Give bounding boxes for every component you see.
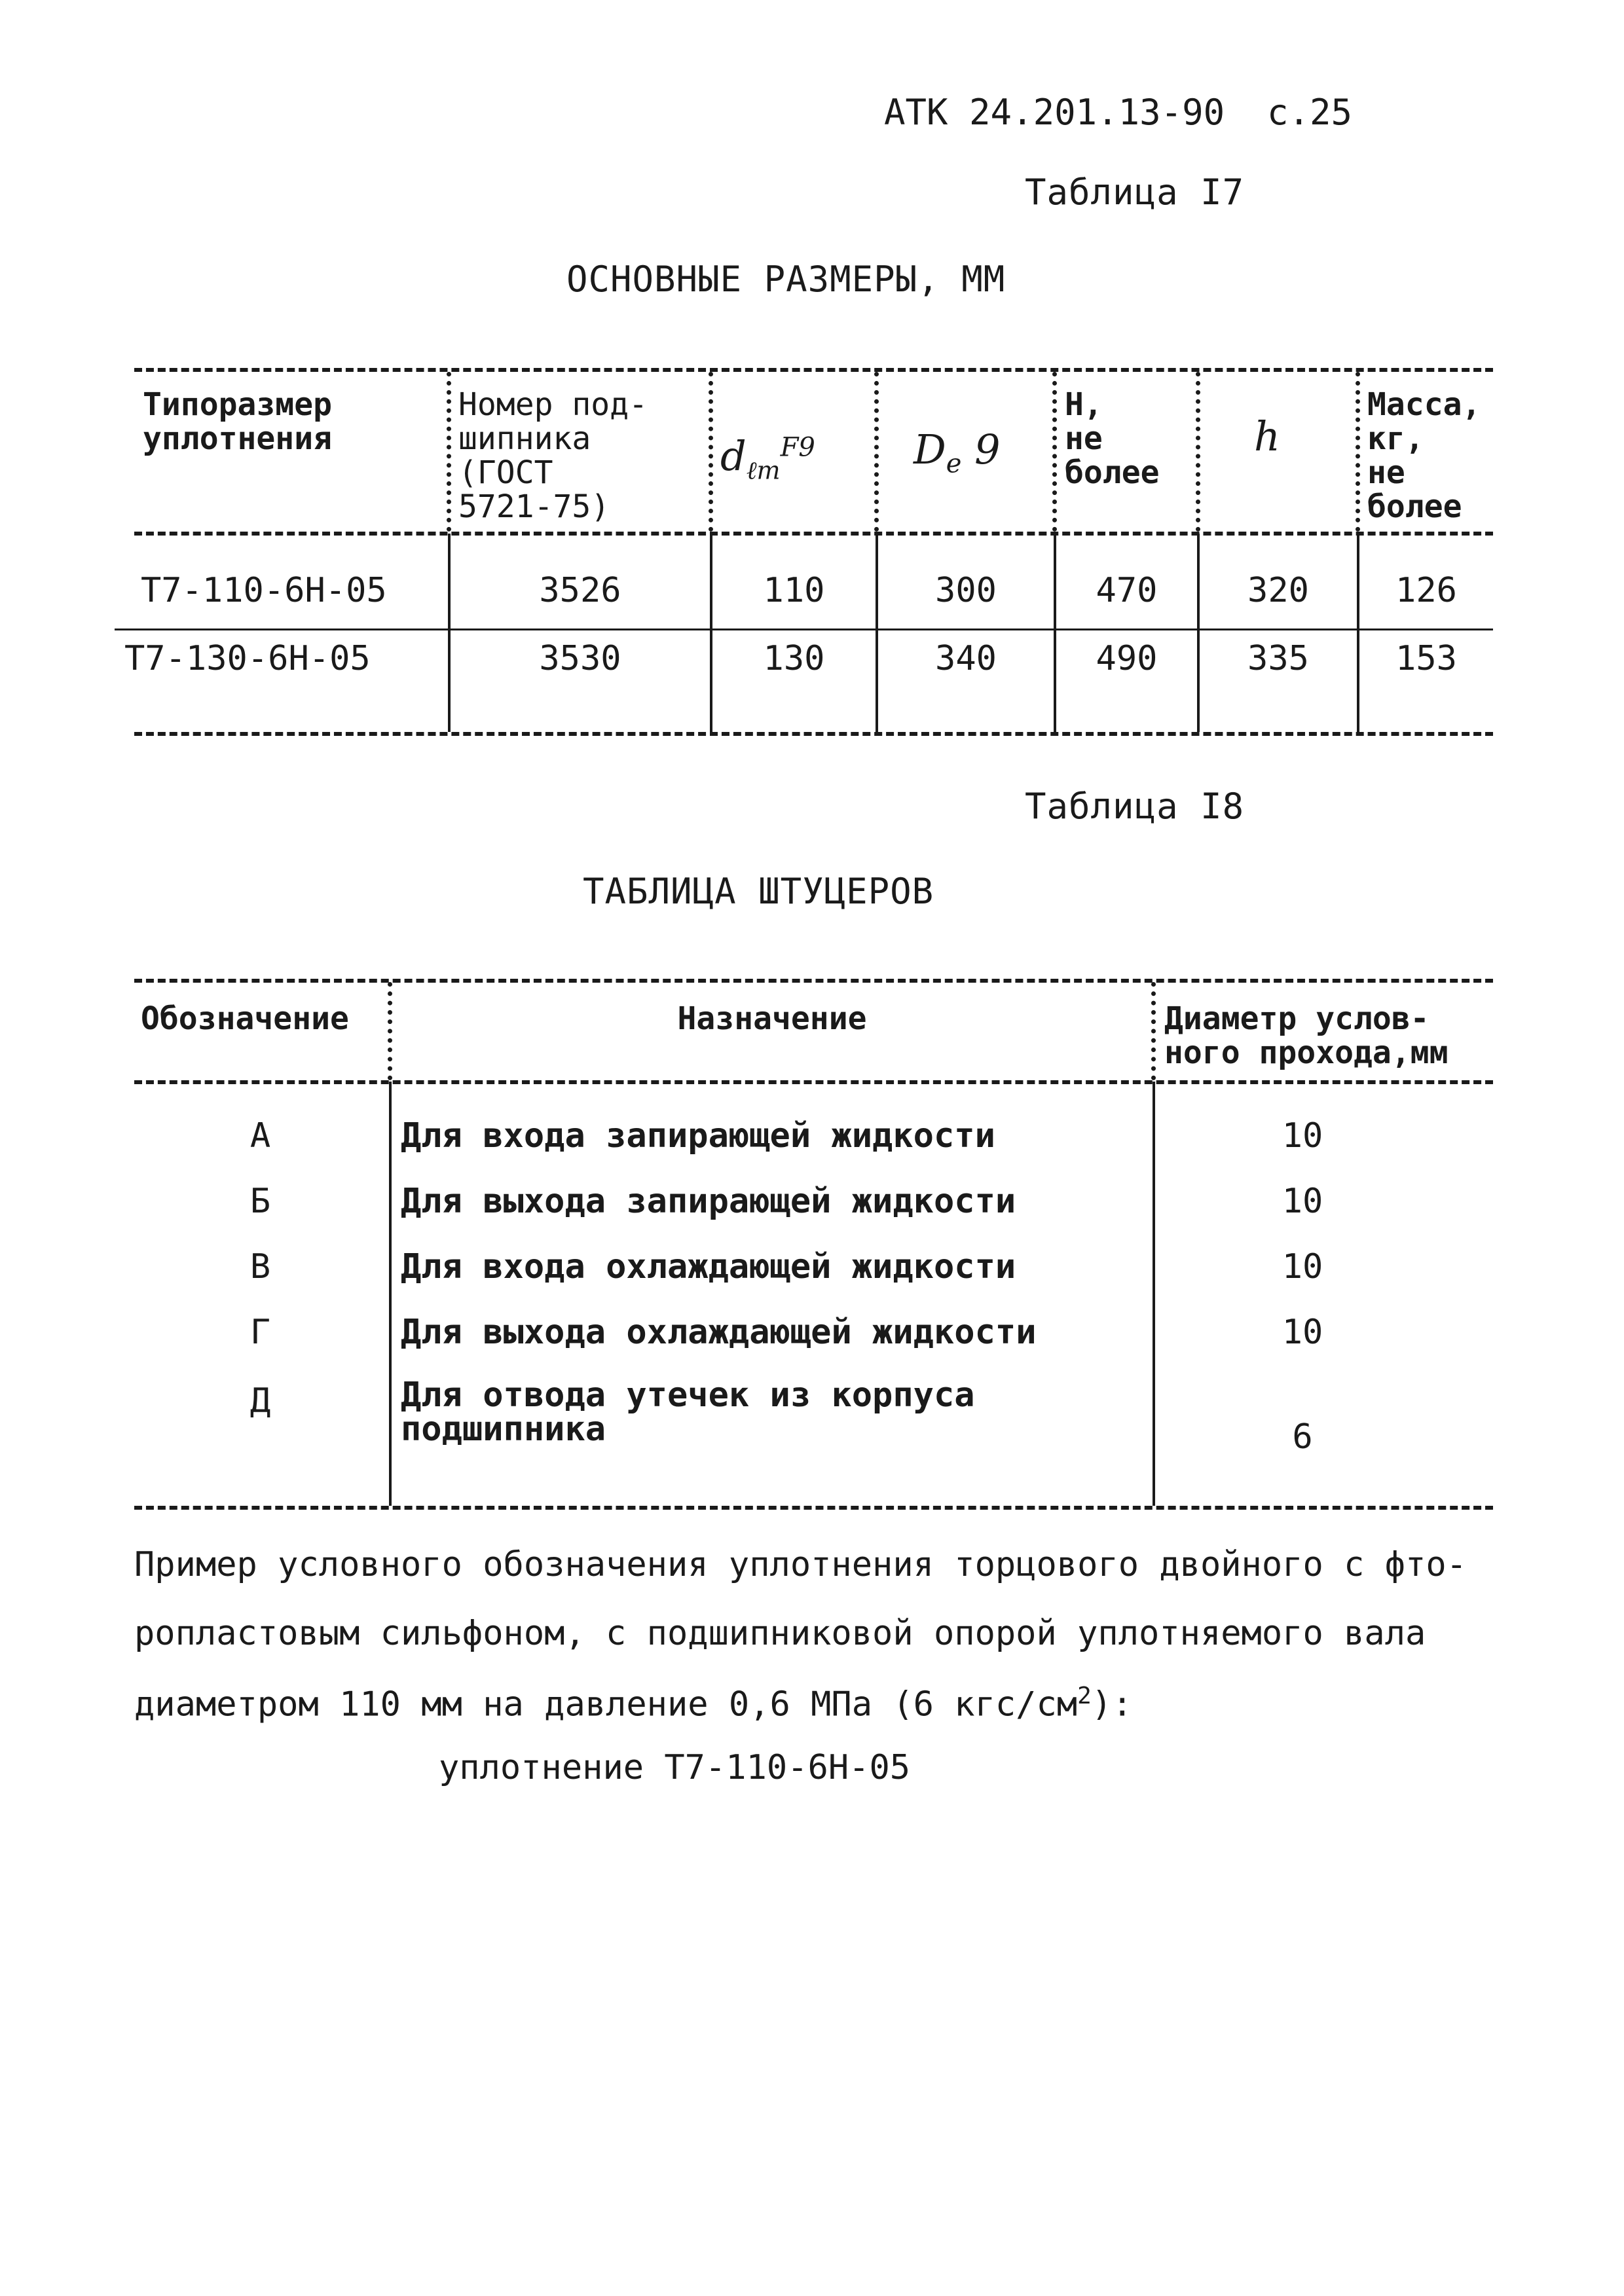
t17-bsep	[448, 534, 451, 732]
t17-bsep	[1054, 534, 1056, 732]
t17-col-d: $d_{\ell m}^{F9}$	[720, 432, 815, 485]
t17-r1-d: 110	[763, 571, 825, 610]
t17-hsep	[447, 372, 451, 532]
t17-r2-h: 335	[1247, 639, 1309, 678]
t17-r1-D: 300	[935, 571, 997, 610]
t17-r1-h: 320	[1247, 571, 1309, 610]
t17-hsep	[1052, 372, 1057, 532]
t18-r2-code: Б	[249, 1182, 271, 1221]
t18-r5-purpose: Для отвода утечек из корпуса подшипника	[401, 1376, 975, 1449]
t17-hsep	[874, 372, 879, 532]
t18-r5-diam: 6	[1292, 1417, 1313, 1457]
t17-r1-type: Т7-110-6Н-05	[141, 571, 387, 610]
t17-col-bearing: Номер под- шипника (ГОСТ 5721-75)	[458, 386, 648, 525]
document-code: АТК 24.201.13-90	[884, 92, 1225, 133]
table18-top-rule	[134, 979, 1493, 983]
page-number: с.25	[1267, 92, 1353, 133]
t18-r3-diam: 10	[1282, 1247, 1323, 1286]
t17-r2-H: 490	[1096, 639, 1158, 678]
t17-r1-mass: 126	[1395, 571, 1457, 610]
t17-hsep	[1196, 372, 1200, 532]
t17-col-mass: Масса, кг, не более	[1367, 386, 1481, 525]
example-line-1: Пример условного обозначения уплотнения торцового двойного с фто-	[134, 1545, 1467, 1584]
t17-r2-D: 340	[935, 639, 997, 678]
table18-label: Таблица I8	[1025, 786, 1245, 827]
t17-bsep	[876, 534, 878, 732]
table17-top-rule	[134, 368, 1493, 372]
t17-r2-mass: 153	[1395, 639, 1457, 678]
t17-r1-H: 470	[1096, 571, 1158, 610]
t17-bsep	[1357, 534, 1359, 732]
t18-r3-code: В	[249, 1247, 271, 1286]
t18-hsep	[388, 982, 392, 1080]
table17-bottom-rule	[134, 732, 1493, 736]
t18-r5-code: Д	[249, 1381, 271, 1421]
t18-col-purpose: Назначение	[677, 1000, 867, 1037]
t18-hsep	[1151, 982, 1156, 1080]
t18-r1-purpose: Для входа запирающей жидкости	[401, 1116, 995, 1156]
table18-header-rule	[134, 1080, 1493, 1084]
table17-label: Таблица I7	[1025, 172, 1245, 213]
t17-hsep	[1356, 372, 1360, 532]
t18-r2-purpose: Для выхода запирающей жидкости	[401, 1182, 1016, 1221]
t18-col-diameter: Диаметр услов- ного прохода,мм	[1164, 1000, 1449, 1071]
t17-r2-d: 130	[763, 639, 825, 678]
table17-header-rule	[134, 532, 1493, 536]
t18-r4-purpose: Для выхода охлаждающей жидкости	[401, 1313, 1037, 1352]
example-designation: уплотнение Т7-110-6Н-05	[439, 1748, 911, 1787]
example-line-2: ропластовым сильфоном, с подшипниковой опорой уплотняемого вала	[134, 1614, 1426, 1653]
t17-r1-bearing: 3526	[539, 571, 621, 610]
t17-bsep	[1197, 534, 1200, 732]
t18-col-designation: Обозначение	[141, 1000, 349, 1037]
t17-r2-bearing: 3530	[539, 639, 621, 678]
t18-r3-purpose: Для входа охлаждающей жидкости	[401, 1247, 1016, 1286]
t17-col-type: Типоразмер уплотнения	[143, 386, 332, 457]
table17-row-rule	[115, 629, 1493, 630]
t17-col-D: $D_e$ 9	[913, 426, 1001, 479]
table17-title: ОСНОВНЫЕ РАЗМЕРЫ, ММ	[566, 259, 1006, 300]
t18-r1-code: А	[249, 1116, 271, 1156]
t17-hsep	[709, 372, 713, 532]
example-line-3: диаметром 110 мм на давление 0,6 МПа (6 кгс/$см^2$):	[134, 1683, 1133, 1724]
table18-title: ТАБЛИЦА ШТУЦЕРОВ	[583, 871, 934, 912]
t18-bsep	[389, 1082, 392, 1506]
t18-r1-diam: 10	[1282, 1116, 1323, 1156]
t17-col-h: h	[1254, 412, 1280, 460]
t18-r2-diam: 10	[1282, 1182, 1323, 1221]
t18-r4-code: Г	[249, 1313, 271, 1352]
t17-bsep	[710, 534, 712, 732]
t17-col-H: Н, не более	[1065, 386, 1160, 491]
t18-r4-diam: 10	[1282, 1313, 1323, 1352]
table18-bottom-rule	[134, 1506, 1493, 1510]
t17-r2-type: Т7-130-6Н-05	[124, 639, 371, 678]
